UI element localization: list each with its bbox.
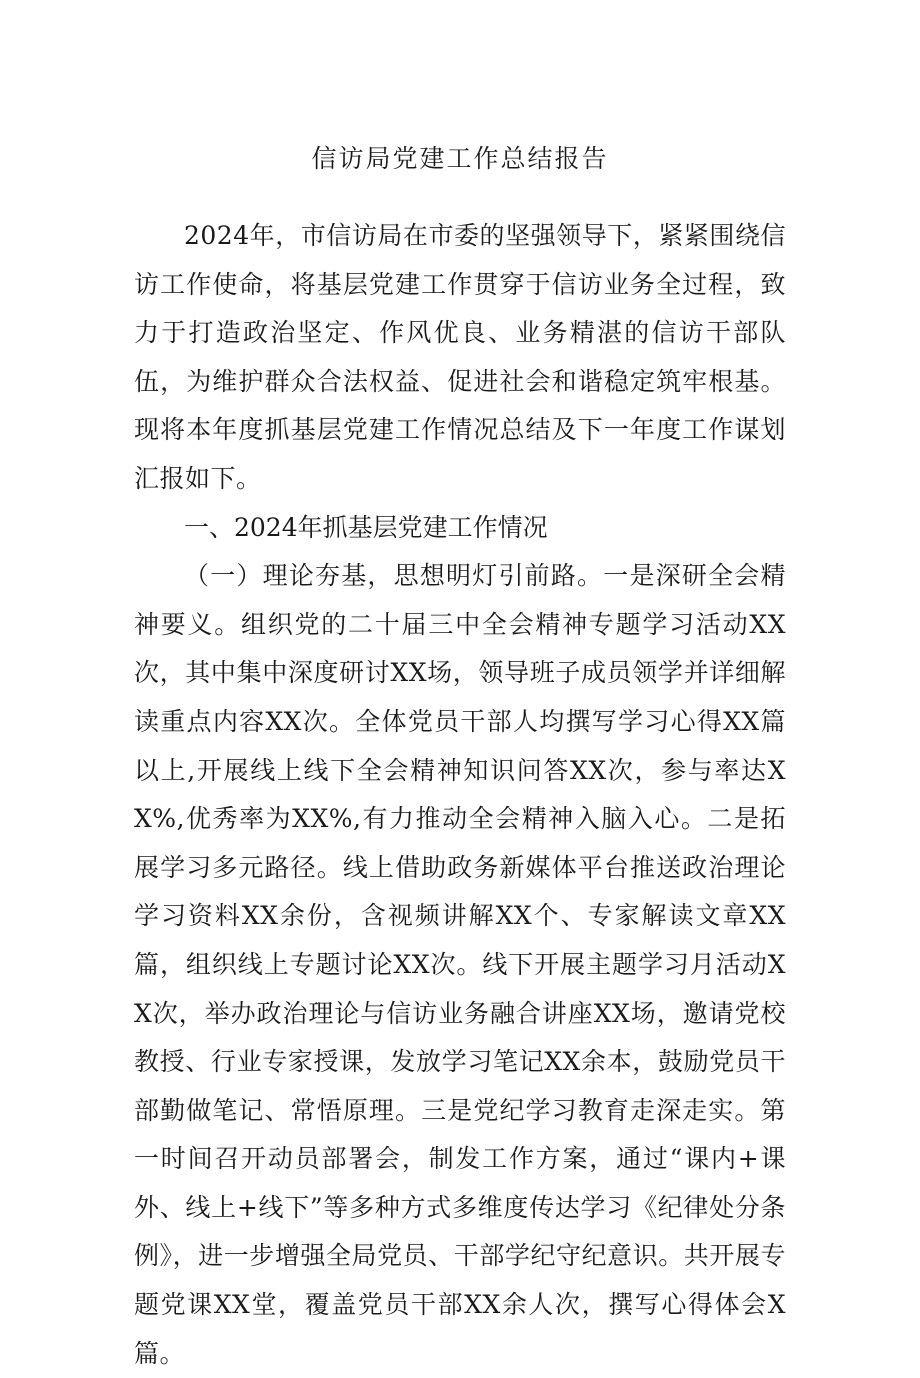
document-body [134,212,786,1378]
document-title: 信访局党建工作总结报告 [311,144,609,173]
section-heading: 一、2024年抓基层党建工作情况 [184,512,548,542]
intro-paragraph: 2024年，市信访局在市委的坚强领导下，紧紧围绕信访工作使命，将基层党建工作贯穿于信访业务全过程，致力于打造政治坚定、作风优良、业务精湛的信访干部队伍，为维护群众合法权益、促进社会和谐稳定筑牢根基。现将本年度抓基层党建工作情况总结及下一年度工作谋划汇报如下。 [134,221,786,493]
section-paragraph: （一）理论夯基，思想明灯引前路。一是深研全会精神要义。组织党的二十届三中全会精神专题学习活动XX次，其中集中深度研讨XX场，领导班子成员领学并详细解读重点内容XX次。全体党员干部人均撰写学习心得XX篇以上,开展线上线下全会精神知识问答XX次，参与率达XX%,优秀率为XX%,有力推动全会精神入脑入心。二是拓展学习多元路径。线上借助政务新媒体平台推送政治理论学习资料XX余份，含视频讲解XX个、专家解读文章XX篇，组织线上专题讨论XX次。线下开展主题学习月活动XX次，举办政治理论与信访业务融合讲座XX场，邀请党校教授、行业专家授课，发放学习笔记XX余本，鼓励党员干部勤做笔记、常悟原理。三是党纪学习教育走深走实。第一时间召开动员部署会，制发工作方案，通过“课内+课外、线上+线下”等多种方式多维度传达学习《纪律处分条例》，进一步增强全局党员、干部学纪守纪意识。共开展专题党课XX堂，覆盖党员干部XX余人次，撰写心得体会X篇。 [134,561,786,1368]
